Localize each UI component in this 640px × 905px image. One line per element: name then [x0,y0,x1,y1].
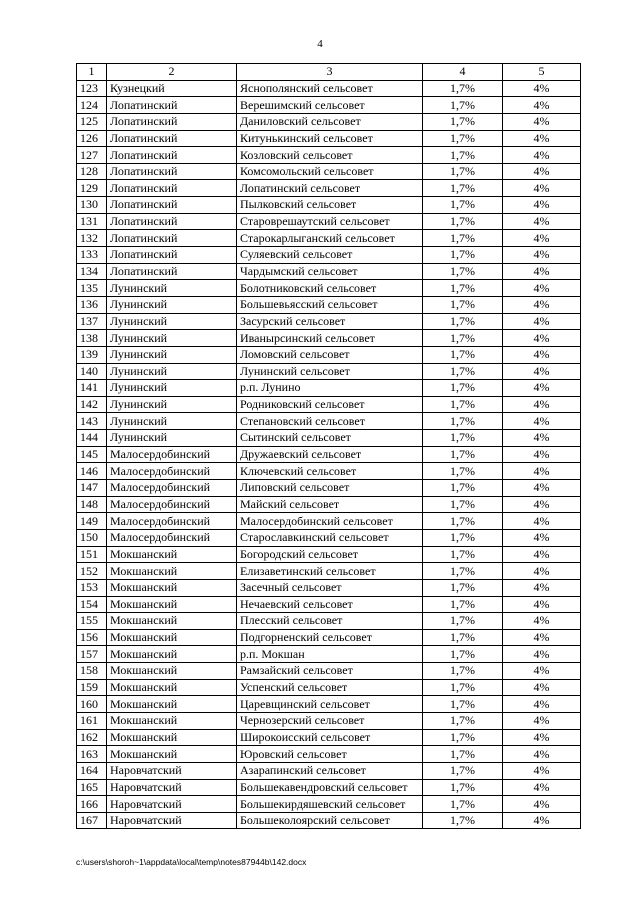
row-number-cell: 139 [77,346,107,363]
rate-cell: 1,7% [423,746,503,763]
header-col-3: 3 [237,64,423,81]
table-row [77,430,581,447]
header-col-2: 2 [107,64,237,81]
table-body [77,80,581,829]
rate-cell: 1,7% [423,513,503,530]
percent-cell: 4% [503,546,581,563]
row-number-cell: 157 [77,646,107,663]
rate-cell: 1,7% [423,546,503,563]
district-cell: Мокшанский [107,563,237,580]
district-cell: Лунинский [107,380,237,397]
settlement-cell: Царевщинский сельсовет [237,696,423,713]
table-row [77,663,581,680]
settlement-cell: Даниловский сельсовет [237,113,423,130]
table-row [77,413,581,430]
district-cell: Лопатинский [107,213,237,230]
district-cell: Мокшанский [107,679,237,696]
table-row [77,696,581,713]
page-number: 4 [317,38,323,50]
table-row [77,480,581,497]
district-cell: Лопатинский [107,247,237,264]
district-cell: Лунинский [107,280,237,297]
district-cell: Лунинский [107,313,237,330]
table-row [77,546,581,563]
district-cell: Мокшанский [107,646,237,663]
rate-cell: 1,7% [423,779,503,796]
rate-cell: 1,7% [423,796,503,813]
settlement-cell: Липовский сельсовет [237,480,423,497]
rate-cell: 1,7% [423,529,503,546]
settlement-cell: Комсомольский сельсовет [237,163,423,180]
rate-cell: 1,7% [423,496,503,513]
table-row [77,463,581,480]
header-col-4: 4 [423,64,503,81]
footer-file-path: c:\users\shoroh~1\appdata\local\temp\notes87944b\142.docx [76,857,307,867]
rate-cell: 1,7% [423,480,503,497]
row-number-cell: 146 [77,463,107,480]
row-number-cell: 149 [77,513,107,530]
row-number-cell: 124 [77,97,107,114]
district-cell: Малосердобинский [107,529,237,546]
rate-cell: 1,7% [423,413,503,430]
table-row [77,380,581,397]
rate-cell: 1,7% [423,180,503,197]
rate-cell: 1,7% [423,762,503,779]
district-cell: Мокшанский [107,663,237,680]
percent-cell: 4% [503,213,581,230]
settlement-cell: Яснополянский сельсовет [237,80,423,97]
settlement-cell: Елизаветинский сельсовет [237,563,423,580]
settlement-cell: Старокарлыганский сельсовет [237,230,423,247]
row-number-cell: 143 [77,413,107,430]
rate-cell: 1,7% [423,280,503,297]
settlement-cell: Успенский сельсовет [237,679,423,696]
percent-cell: 4% [503,230,581,247]
settlement-cell: Суляевский сельсовет [237,247,423,264]
rate-cell: 1,7% [423,296,503,313]
table-row [77,197,581,214]
settlement-cell: Рамзайский сельсовет [237,663,423,680]
row-number-cell: 155 [77,613,107,630]
district-cell: Лопатинский [107,180,237,197]
district-cell: Малосердобинский [107,480,237,497]
settlement-cell: Старославкинский сельсовет [237,529,423,546]
settlement-cell: Майский сельсовет [237,496,423,513]
percent-cell: 4% [503,163,581,180]
settlement-cell: Большекирдяшевский сельсовет [237,796,423,813]
rate-cell: 1,7% [423,147,503,164]
percent-cell: 4% [503,97,581,114]
table-row [77,230,581,247]
district-cell: Наровчатский [107,812,237,829]
percent-cell: 4% [503,613,581,630]
percent-cell: 4% [503,280,581,297]
district-cell: Малосердобинский [107,513,237,530]
row-number-cell: 128 [77,163,107,180]
row-number-cell: 164 [77,762,107,779]
row-number-cell: 138 [77,330,107,347]
percent-cell: 4% [503,346,581,363]
district-cell: Лопатинский [107,113,237,130]
row-number-cell: 125 [77,113,107,130]
header-row [77,64,581,81]
settlement-cell: Широкоисский сельсовет [237,729,423,746]
row-number-cell: 165 [77,779,107,796]
percent-cell: 4% [503,629,581,646]
table-row [77,163,581,180]
percent-cell: 4% [503,696,581,713]
row-number-cell: 144 [77,430,107,447]
settlement-cell: Степановский сельсовет [237,413,423,430]
row-number-cell: 163 [77,746,107,763]
percent-cell: 4% [503,463,581,480]
row-number-cell: 131 [77,213,107,230]
rate-cell: 1,7% [423,663,503,680]
rate-cell: 1,7% [423,613,503,630]
settlement-cell: Чардымский сельсовет [237,263,423,280]
percent-cell: 4% [503,380,581,397]
rate-cell: 1,7% [423,80,503,97]
settlement-cell: Козловский сельсовет [237,147,423,164]
row-number-cell: 135 [77,280,107,297]
settlement-cell: Болотниковский сельсовет [237,280,423,297]
row-number-cell: 141 [77,380,107,397]
rate-cell: 1,7% [423,646,503,663]
percent-cell: 4% [503,596,581,613]
rate-cell: 1,7% [423,729,503,746]
percent-cell: 4% [503,513,581,530]
table-row [77,363,581,380]
district-cell: Лопатинский [107,130,237,147]
table-row [77,446,581,463]
district-cell: Лопатинский [107,263,237,280]
district-cell: Мокшанский [107,629,237,646]
percent-cell: 4% [503,113,581,130]
table-row [77,679,581,696]
district-cell: Кузнецкий [107,80,237,97]
settlement-cell: Юровский сельсовет [237,746,423,763]
district-cell: Мокшанский [107,696,237,713]
percent-cell: 4% [503,197,581,214]
percent-cell: 4% [503,496,581,513]
table-row [77,97,581,114]
table-row [77,563,581,580]
row-number-cell: 151 [77,546,107,563]
district-cell: Наровчатский [107,762,237,779]
settlement-cell: Азарапинский сельсовет [237,762,423,779]
rate-cell: 1,7% [423,363,503,380]
settlement-cell: Малосердобинский сельсовет [237,513,423,530]
table-row [77,629,581,646]
rate-cell: 1,7% [423,330,503,347]
district-cell: Малосердобинский [107,446,237,463]
settlement-cell: Большеколоярский сельсовет [237,812,423,829]
settlement-cell: Засечный сельсовет [237,579,423,596]
row-number-cell: 158 [77,663,107,680]
district-cell: Лунинский [107,396,237,413]
settlement-cell: Подгорненский сельсовет [237,629,423,646]
row-number-cell: 161 [77,712,107,729]
rate-cell: 1,7% [423,696,503,713]
table-row [77,213,581,230]
district-cell: Мокшанский [107,596,237,613]
rate-cell: 1,7% [423,230,503,247]
table-row [77,762,581,779]
settlement-cell: Богородский сельсовет [237,546,423,563]
table-header [77,64,581,81]
table-row [77,579,581,596]
table-row [77,296,581,313]
rate-cell: 1,7% [423,197,503,214]
rate-cell: 1,7% [423,97,503,114]
row-number-cell: 132 [77,230,107,247]
percent-cell: 4% [503,679,581,696]
percent-cell: 4% [503,579,581,596]
table-row [77,513,581,530]
district-cell: Лунинский [107,430,237,447]
percent-cell: 4% [503,296,581,313]
rate-cell: 1,7% [423,812,503,829]
table-row [77,330,581,347]
table-row [77,613,581,630]
rate-cell: 1,7% [423,113,503,130]
row-number-cell: 145 [77,446,107,463]
percent-cell: 4% [503,663,581,680]
percent-cell: 4% [503,796,581,813]
rate-cell: 1,7% [423,346,503,363]
table-row [77,529,581,546]
percent-cell: 4% [503,446,581,463]
row-number-cell: 147 [77,480,107,497]
settlement-cell: Родниковский сельсовет [237,396,423,413]
settlement-cell: Ключевский сельсовет [237,463,423,480]
percent-cell: 4% [503,330,581,347]
rate-cell: 1,7% [423,579,503,596]
district-cell: Лунинский [107,363,237,380]
settlement-cell: Нечаевский сельсовет [237,596,423,613]
percent-cell: 4% [503,147,581,164]
rate-cell: 1,7% [423,596,503,613]
rate-cell: 1,7% [423,430,503,447]
row-number-cell: 160 [77,696,107,713]
settlement-cell: Староврешаутский сельсовет [237,213,423,230]
rate-cell: 1,7% [423,679,503,696]
percent-cell: 4% [503,480,581,497]
row-number-cell: 148 [77,496,107,513]
table-row [77,746,581,763]
table-row [77,646,581,663]
district-cell: Мокшанский [107,746,237,763]
row-number-cell: 137 [77,313,107,330]
row-number-cell: 133 [77,247,107,264]
row-number-cell: 142 [77,396,107,413]
row-number-cell: 166 [77,796,107,813]
rate-cell: 1,7% [423,463,503,480]
district-cell: Малосердобинский [107,496,237,513]
table-row [77,596,581,613]
table-row [77,113,581,130]
row-number-cell: 140 [77,363,107,380]
percent-cell: 4% [503,313,581,330]
district-cell: Лопатинский [107,197,237,214]
settlement-cell: Засурский сельсовет [237,313,423,330]
row-number-cell: 162 [77,729,107,746]
percent-cell: 4% [503,180,581,197]
table-row [77,729,581,746]
settlement-cell: Иванырсинский сельсовет [237,330,423,347]
row-number-cell: 130 [77,197,107,214]
district-cell: Мокшанский [107,712,237,729]
settlement-cell: Верешимский сельсовет [237,97,423,114]
table-row [77,280,581,297]
table-row [77,496,581,513]
settlement-cell: Ломовский сельсовет [237,346,423,363]
percent-cell: 4% [503,762,581,779]
percent-cell: 4% [503,712,581,729]
row-number-cell: 154 [77,596,107,613]
district-cell: Наровчатский [107,779,237,796]
table-row [77,712,581,729]
settlement-cell: Пылковский сельсовет [237,197,423,214]
rate-cell: 1,7% [423,563,503,580]
settlement-cell: р.п. Лунино [237,380,423,397]
row-number-cell: 136 [77,296,107,313]
percent-cell: 4% [503,529,581,546]
district-cell: Мокшанский [107,579,237,596]
table-row [77,396,581,413]
rate-cell: 1,7% [423,712,503,729]
percent-cell: 4% [503,80,581,97]
district-cell: Мокшанский [107,546,237,563]
rate-cell: 1,7% [423,446,503,463]
settlement-cell: Лопатинский сельсовет [237,180,423,197]
row-number-cell: 152 [77,563,107,580]
district-cell: Лунинский [107,413,237,430]
header-col-1: 1 [77,64,107,81]
percent-cell: 4% [503,363,581,380]
district-cell: Мокшанский [107,613,237,630]
district-cell: Лопатинский [107,230,237,247]
rate-cell: 1,7% [423,163,503,180]
row-number-cell: 167 [77,812,107,829]
district-cell: Наровчатский [107,796,237,813]
percent-cell: 4% [503,563,581,580]
district-cell: Лопатинский [107,97,237,114]
table-row [77,263,581,280]
row-number-cell: 129 [77,180,107,197]
table-row [77,779,581,796]
rate-cell: 1,7% [423,130,503,147]
row-number-cell: 127 [77,147,107,164]
rate-cell: 1,7% [423,380,503,397]
district-cell: Мокшанский [107,729,237,746]
table-row [77,346,581,363]
settlement-cell: Чернозерский сельсовет [237,712,423,729]
settlement-cell: Плесский сельсовет [237,613,423,630]
header-col-5: 5 [503,64,581,81]
rate-cell: 1,7% [423,396,503,413]
row-number-cell: 153 [77,579,107,596]
district-cell: Лунинский [107,330,237,347]
row-number-cell: 150 [77,529,107,546]
percent-cell: 4% [503,812,581,829]
percent-cell: 4% [503,779,581,796]
settlement-cell: р.п. Мокшан [237,646,423,663]
settlement-cell: Китунькинский сельсовет [237,130,423,147]
table-row [77,812,581,829]
table-row [77,147,581,164]
rate-cell: 1,7% [423,629,503,646]
percent-cell: 4% [503,263,581,280]
percent-cell: 4% [503,130,581,147]
row-number-cell: 156 [77,629,107,646]
rate-cell: 1,7% [423,247,503,264]
percent-cell: 4% [503,247,581,264]
percent-cell: 4% [503,396,581,413]
row-number-cell: 123 [77,80,107,97]
table-row [77,130,581,147]
district-cell: Лопатинский [107,163,237,180]
rate-cell: 1,7% [423,313,503,330]
rate-cell: 1,7% [423,213,503,230]
district-cell: Малосердобинский [107,463,237,480]
data-table [76,63,581,829]
district-cell: Лунинский [107,346,237,363]
settlement-cell: Лунинский сельсовет [237,363,423,380]
row-number-cell: 134 [77,263,107,280]
table-row [77,313,581,330]
row-number-cell: 159 [77,679,107,696]
table-row [77,796,581,813]
percent-cell: 4% [503,413,581,430]
percent-cell: 4% [503,430,581,447]
district-cell: Лунинский [107,296,237,313]
settlement-cell: Дружаевский сельсовет [237,446,423,463]
settlement-cell: Большекавендровский сельсовет [237,779,423,796]
percent-cell: 4% [503,646,581,663]
settlement-cell: Сытинский сельсовет [237,430,423,447]
percent-cell: 4% [503,729,581,746]
district-cell: Лопатинский [107,147,237,164]
settlement-cell: Большевьясский сельсовет [237,296,423,313]
table-row [77,247,581,264]
row-number-cell: 126 [77,130,107,147]
table-row [77,180,581,197]
rate-cell: 1,7% [423,263,503,280]
percent-cell: 4% [503,746,581,763]
table-row [77,80,581,97]
